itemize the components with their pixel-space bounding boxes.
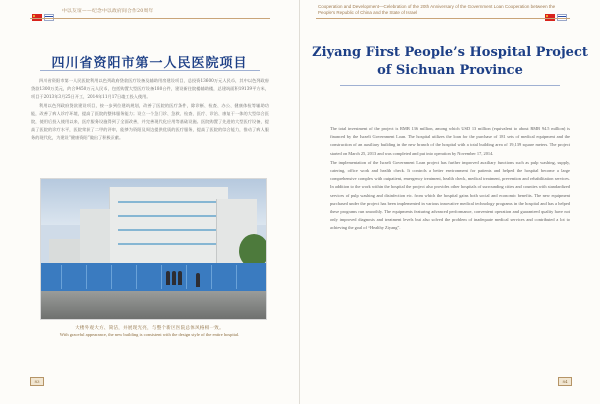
chinese-title-underline [40,70,260,71]
photo-caption-english: With graceful appearance, the new building is consistent with the design style of the entire hospital. [59,332,240,337]
left-header-flags [32,7,56,26]
english-title-underline [340,85,560,86]
page-number-left: 83 [30,377,44,386]
right-header-rule [316,18,570,19]
chinese-title: 四川省资阳市第一人民医院项目 [51,56,248,71]
english-title-line-2: of Sichuan Province [377,63,523,78]
chinese-paragraph: 利用以色列政府贷款建设项目，按一步到位建筑规划，改善了医院的医疗条件，除诊断、检查、办公、健康体检等辅助功能，改善了病人诊疗环境，提高了医院的整体服务能力；设立一个急门诊、急救、检查、医疗、诊治、康复于一体的大型综合医院，使用后投入使用以来，医疗服务设施得到了全面改善，并完善现代化应用等基础设施。医院购置了先进的大型医疗设备，提高了医院的诊疗水平，医院荣获了二甲的评审，能够为资阳及周边提供优质的医疗服务，提高了医院的综合能力，推动了病人服务的现代化，为建设“健康资阳”做出了积极贡献。 [31,103,269,140]
right-header-flags [545,7,569,26]
chinese-body [31,77,269,143]
hospital-building-photo [40,178,267,320]
blue-construction-hoarding [41,263,266,291]
page-number-right: 84 [558,377,572,386]
english-paragraph: The total investment of the project is RMB 136 million, among which USD 13 million (equivalent to about RMB 94.5 million) is financed by the Israeli Government Loan. The hospital utilizes the loan for the purchase of 181 sets of medical equipment and the construction of an auxiliary building in the new branch of the hospital with a total building area of 19,139 square meters. The project started on March 25, 2013 and was completed and put into operation by November 17, 2014. [330,126,570,156]
english-body [330,125,570,234]
english-title-line-1: Ziyang First People’s Hospital Project [312,45,588,60]
photo-caption-chinese: 大楼外观大方、简洁，并展现光亮，与整个新区医院总体风格相一致。 [75,326,224,331]
chinese-paragraph: 四川省资阳市第一人民医院利用以色列政府贷款医疗设备及辅助用房建设项目，总投资13600万元人民币，其中以色列政府贷款1300万美元，约合9450万元人民币，包括购置大型医疗设备180台件，建设新住院楼辅助楼，总建筑面积19139平方米，项目于2013年3月25日开工，2014年11月17日竣工投入使用。 [31,78,269,99]
left-header-rule [30,18,270,19]
left-running-header: 中以友谊——纪念中以政府间合作20周年 [62,9,154,14]
english-paragraph: The implementation of the Israeli Government Loan project has further improved auxiliary functions such as pulp washing, supply, catering, office work and health check. It controls a better environment for patients and helped the hospital become a large comprehensive complex with outpatient, emergency treatment, health check, medical treatment, prevention and rehabilitation services. In addition to the work within the hospital the project also provides other hospitals of surrounding cities and counties with standardized services of pulp washing and disinfection etc. from which the hospital gains both social and economic benefits. The new equipment purchased under the project has been implemented in various innovative medical technology programs in the hospital and has a helped these programs run smoothly. The equipments featuring advanced performance, convenient operation and guaranteed quality have not only improved diagnosis and treatment levels but also solved the problem of inadequate medical services and contributed a lot to achieving the goal of “Healthy Ziyang”. [330,159,570,231]
right-running-header: Cooperation and Development—Celebration of the 20th Anniversary of the Government Loan Cooperation between the People's Republic of China and the State of Israel [318,4,556,15]
english-title [300,44,600,80]
